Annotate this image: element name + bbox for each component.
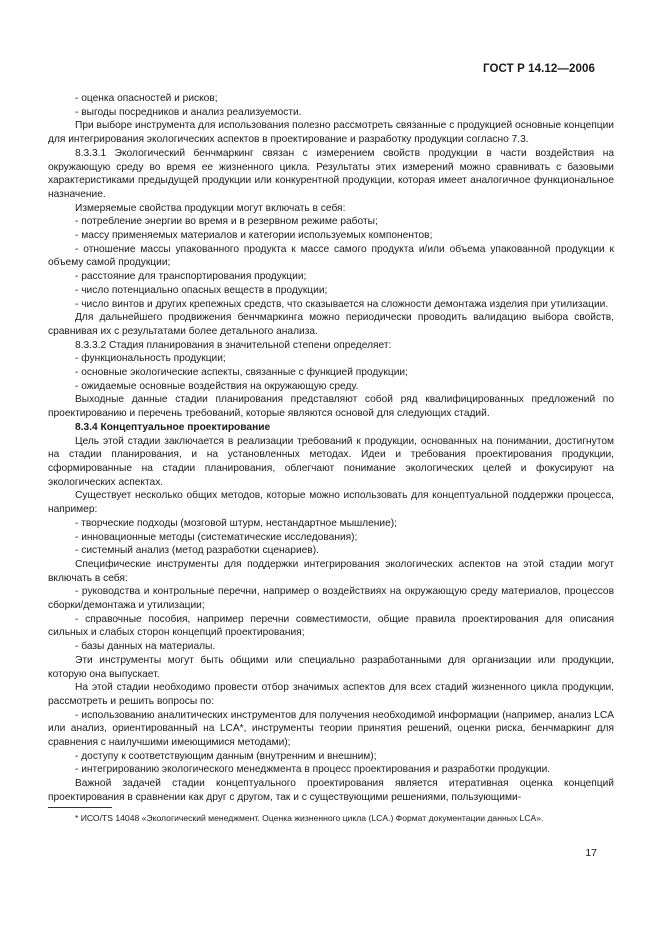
paragraph: Специфические инструменты для поддержки интегрирования экологических аспектов на этой стадии могут включать в себя: — [48, 558, 614, 584]
paragraph: - число потенциально опасных веществ в продукции; — [75, 284, 328, 296]
paragraph: - системный анализ (метод разработки сценариев). — [75, 545, 319, 557]
paragraph: - оценка опасностей и рисков; — [75, 93, 218, 104]
paragraph: Для дальнейшего продвижения бенчмаркинга можно периодически проводить валидацию выбора свойств, сравнивая их с результатами более детального анализа. — [48, 312, 614, 337]
document-id-header: ГОСТ Р 14.12—2006 — [483, 63, 595, 75]
page-number: 17 — [585, 847, 597, 859]
paragraph: Существует несколько общих методов, которые можно использовать для концептуальной поддержки процесса, например: — [48, 490, 614, 516]
paragraph: Выходные данные стадии планирования представляют собой ряд квалифицированных предложений по проектированию и перечень требований, которые являются основой для следующих стадий. — [48, 394, 614, 420]
paragraph: - ожидаемые основные воздействия на окружающую среду. — [75, 380, 359, 392]
paragraph: - потребление энергии во время и в резервном режиме работы; — [75, 216, 378, 228]
paragraph: - расстояние для транспортирования продукции; — [75, 271, 307, 283]
paragraph: - массу применяемых материалов и категории используемых компонентов; — [75, 230, 433, 242]
paragraph: - инновационные методы (систематические исследования); — [75, 531, 358, 543]
paragraph: Важной задачей стадии концептуального проектирования является итеративная оценка концепций проектирования в сравнении как друг с другом, так и с существующими решениями, пользующими- — [48, 778, 614, 803]
paragraph: - справочные пособия, например перечни совместимости, общие правила проектирования для описания сильных и слабых сторон концепций проектирования; — [48, 613, 614, 639]
paragraph: - отношение массы упакованного продукта к массе самого продукта и/или объема упакованной продукции к объему самой продукции; — [48, 243, 614, 269]
section-heading: 8.3.4 Концептуальное проектирование — [75, 421, 271, 433]
paragraph: - число винтов и других крепежных средств, что сказывается на сложности демонтажа изделия при утилизации. — [75, 298, 609, 310]
paragraph: - базы данных на материалы. — [75, 641, 216, 653]
paragraph: 8.3.3.2 Стадия планирования в значительной степени определяет: — [75, 339, 392, 351]
paragraph: - выгоды посредников и анализ реализуемости. — [75, 106, 302, 118]
paragraph: На этой стадии необходимо провести отбор значимых аспектов для всех стадий жизненного цикла продукции, рассмотреть и решить вопросы по: — [48, 682, 614, 707]
paragraph: - функциональность продукции; — [75, 353, 226, 365]
paragraph: Цель этой стадии заключается в реализации требований к продукции, основанных на понимании, достигнутом на стадии планирования, и на установленных методах. Идеи и требования проектирования продукции, сформированные на стадии планирования, облегчают понимание экологических целей и фокусируют на экологических аспектах. — [48, 435, 614, 488]
paragraph: - использованию аналитических инструментов для получения необходимой информации (например, анализ LCA или анализ, ориентированный на LCA*, инструменты теории принятия решений, оценки риска, бенчмаркинг для сравнения с наилучшими имеющимися методами); — [48, 709, 614, 749]
paragraph: Измеряемые свойства продукции могут включать в себя: — [75, 202, 346, 214]
paragraph: 8.3.3.1 Экологический бенчмаркинг связан с измерением свойств продукции в части воздействия на окружающую среду во время ее жизненного цикла. Результаты этих измерений можно сравнивать с базовыми характеристиками предыдущей продукции или конкурентной продукции, которая имеет аналогичное функциональное назначение. — [48, 147, 614, 200]
paragraph: - доступу к соответствующим данным (внутренним и внешним); — [75, 750, 377, 762]
paragraph: - руководства и контрольные перечни, например о воздействиях на окружающую среду материалов, процессов сборки/демонтажа и утилизации; — [48, 586, 614, 612]
footnote-divider — [48, 807, 112, 808]
footnote: * ИСО/TS 14048 «Экологический менеджмент. Оценка жизненного цикла (LCA.) Формат документации данных LCA». — [75, 813, 544, 823]
body-text — [48, 92, 614, 805]
paragraph: - творческие подходы (мозговой штурм, нестандартное мышление); — [75, 517, 397, 529]
paragraph: - интегрированию экологического менеджмента в процесс проектирования и разработки продукции. — [75, 764, 551, 776]
paragraph: При выборе инструмента для использования полезно рассмотреть связанные с продукцией основные концепции для интегрирования экологических аспектов в проектирование и разработку продукции согласно 7.3. — [48, 120, 614, 146]
paragraph: - основные экологические аспекты, связанные с функцией продукции; — [75, 367, 408, 379]
paragraph: Эти инструменты могут быть общими или специально разработанными для организации или продукции, которую она выпускает. — [48, 654, 614, 680]
